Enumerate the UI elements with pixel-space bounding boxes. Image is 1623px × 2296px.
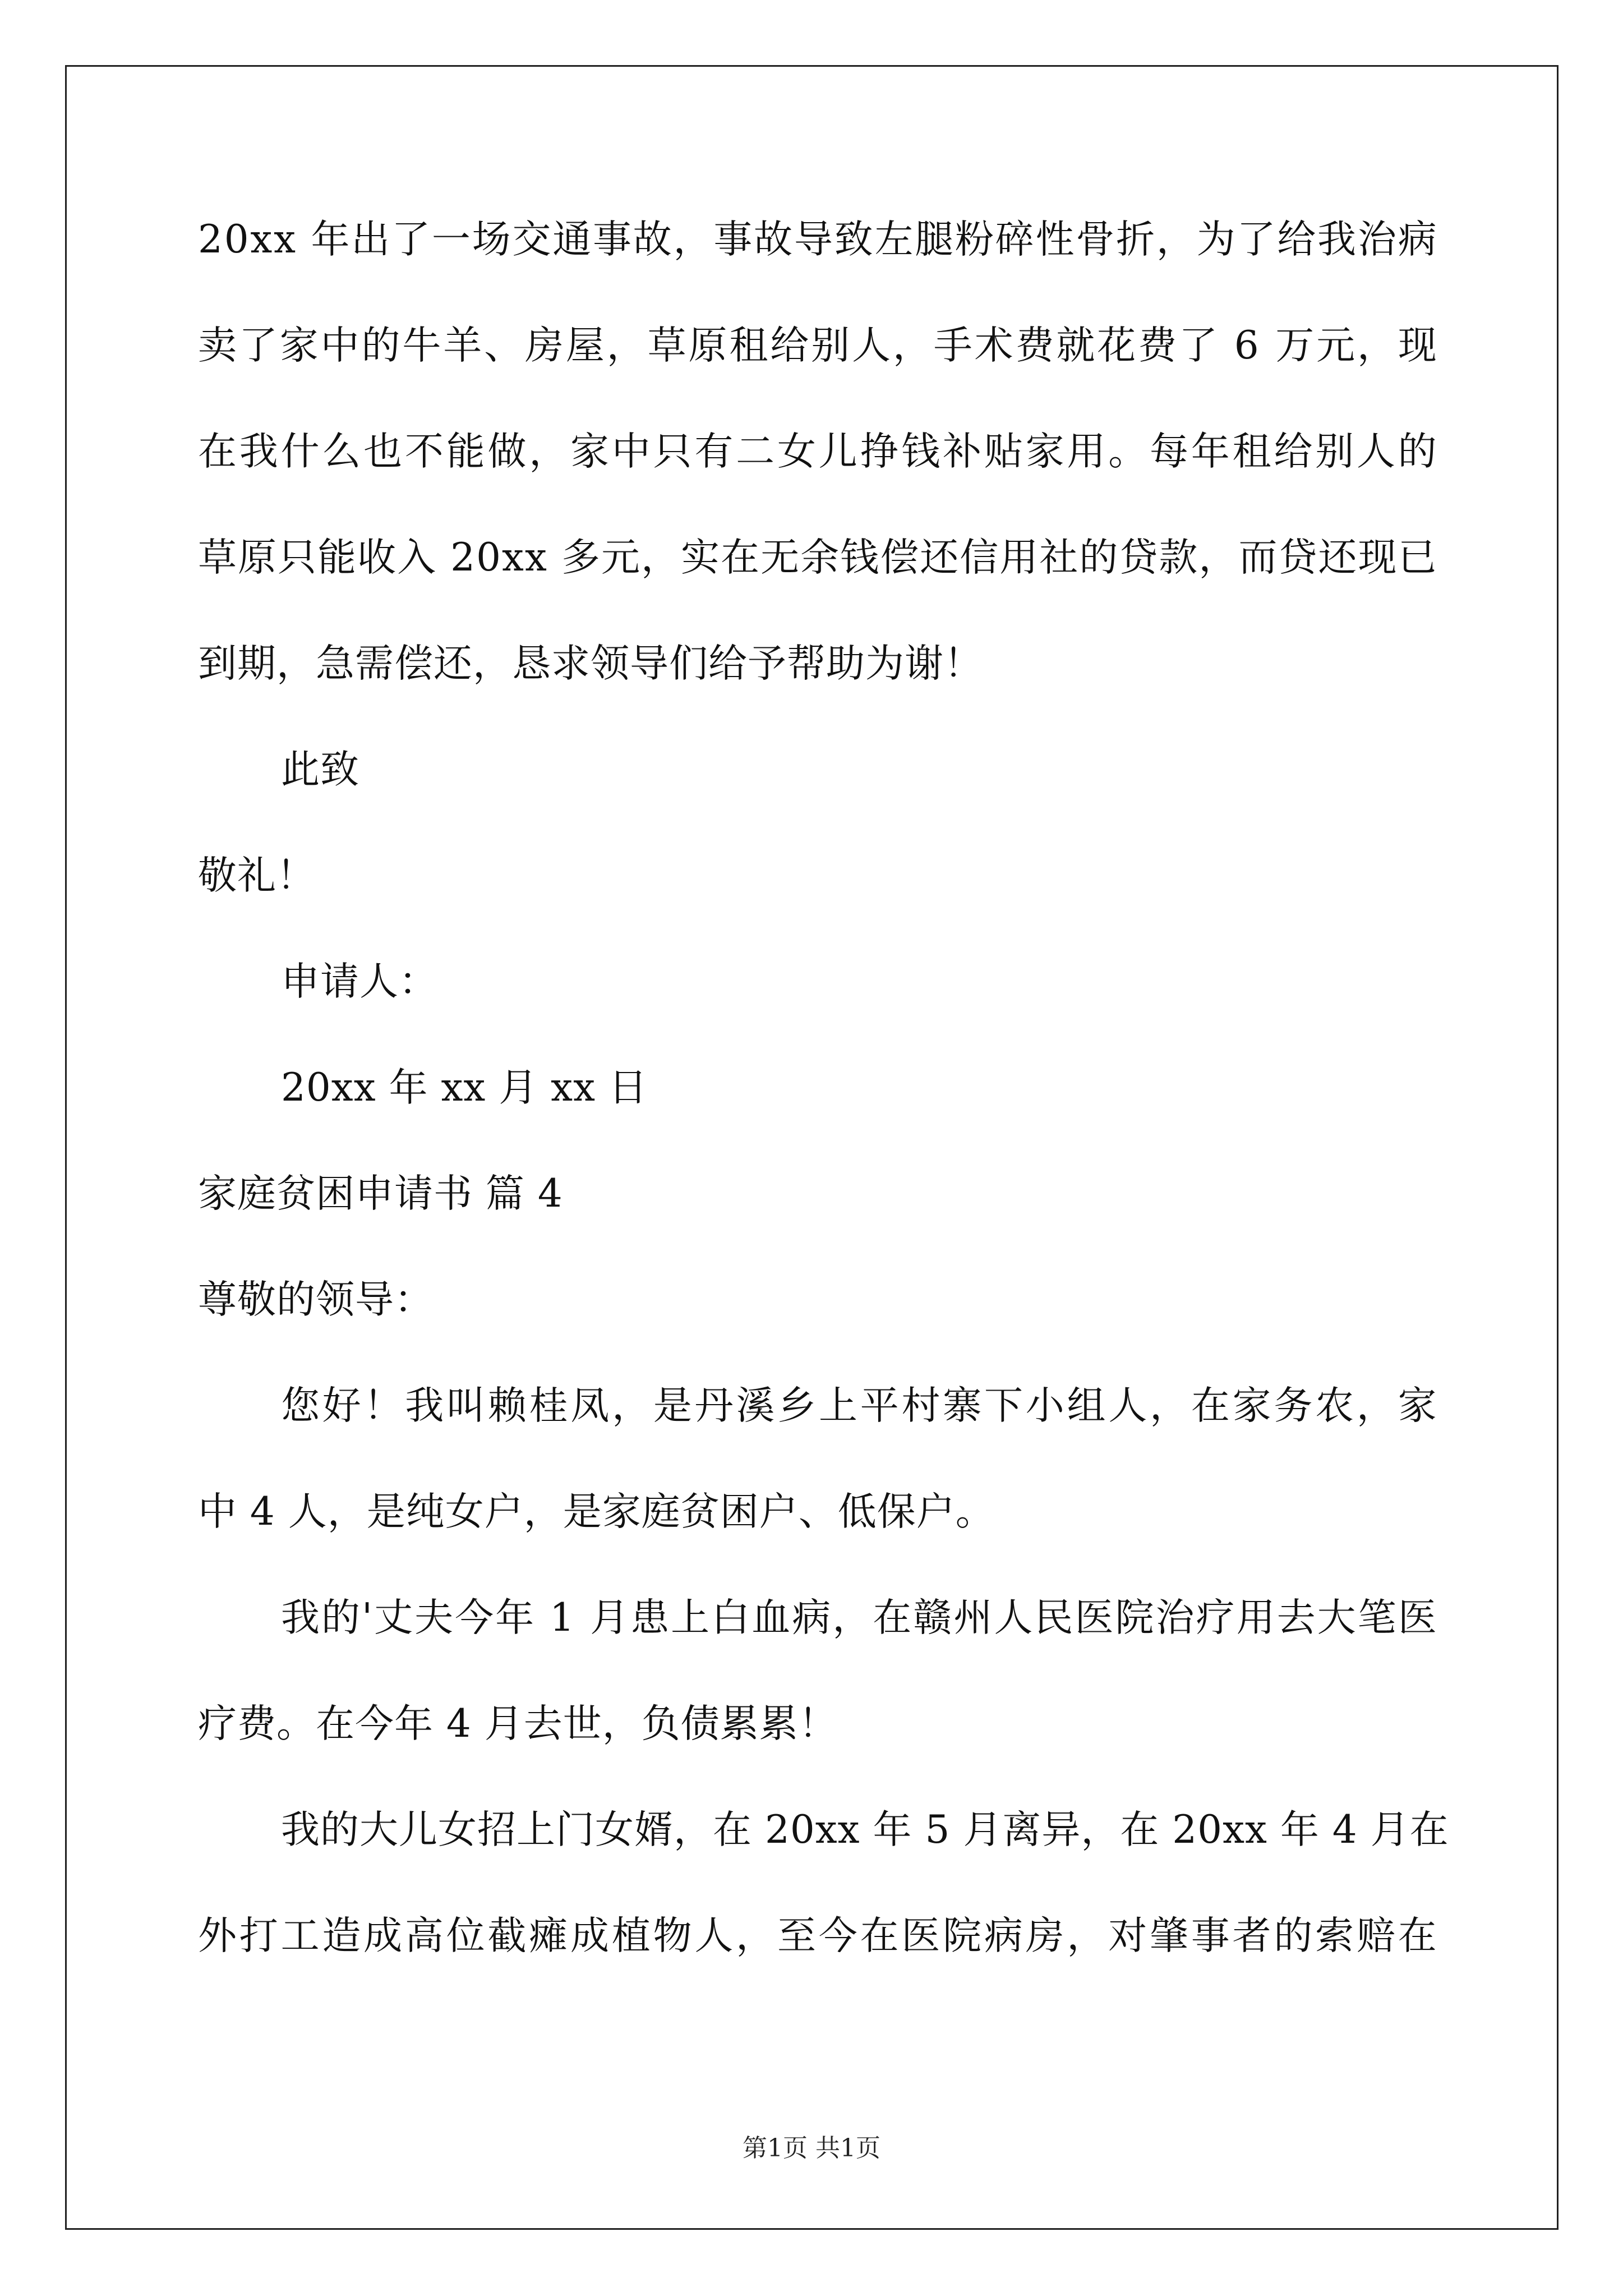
- paragraph-line: 2 0 x x 年 出 了 一 场 交 通 事 故 ， 事 故 导 致 左 腿 粉 碎 性 骨 折 ， 为 了 给 我 治 病: [198, 217, 1437, 262]
- closing-regards: 敬礼！: [198, 853, 316, 898]
- paragraph-line: 草 原 只 能 收 入 2 0 x x 多 元 ， 实 在 无 余 钱 偿 还 信 用 社 的 贷 款 ， 而 贷 还 现 已: [198, 535, 1437, 580]
- paragraph-line: 我 的 ' 丈 夫 今 年 1 月 患 上 白 血 病 ， 在 赣 州 人 民 医 院 治 疗 用 去 大 笔 医: [281, 1595, 1437, 1640]
- paragraph-line: 疗费。在今年 4 月去世，负债累累！: [198, 1701, 838, 1746]
- paragraph-line: 中 4 人，是纯女户，是家庭贫困户、低保户。: [198, 1489, 995, 1534]
- paragraph-line: 您 好 ！ 我 叫 赖 桂 凤 ， 是 丹 溪 乡 上 平 村 寨 下 小 组 人 ， 在 家 务 农 ， 家: [281, 1383, 1437, 1428]
- paragraph-line: 我 的 大 儿 女 招 上 门 女 婿 ， 在 2 0 x x 年 5 月 离 异 ， 在 2 0 x x 年 4 月 在: [281, 1807, 1449, 1852]
- applicant-label: 申请人：: [281, 959, 438, 1004]
- closing-salutation: 此致: [281, 747, 359, 792]
- section-heading: 家庭贫困申请书 篇 4: [198, 1171, 563, 1216]
- date-line: 20xx 年 xx 月 xx 日: [281, 1065, 648, 1110]
- paragraph-line: 在 我 什 么 也 不 能 做 ， 家 中 只 有 二 女 儿 挣 钱 补 贴 家 用 。 每 年 租 给 别 人 的: [198, 429, 1437, 474]
- document-body: [198, 213, 1449, 2016]
- paragraph-line: 外 打 工 造 成 高 位 截 瘫 成 植 物 人 ， 至 今 在 医 院 病 房 ， 对 肇 事 者 的 索 赔 在: [198, 1913, 1437, 1958]
- greeting-line: 尊敬的领导：: [198, 1277, 434, 1322]
- page-number-footer: 第1页 共1页: [743, 2134, 880, 2162]
- paragraph-line: 到期，急需偿还，恳求领导们给予帮助为谢！: [198, 641, 983, 686]
- paragraph-line: 卖 了 家 中 的 牛 羊 、 房 屋 ， 草 原 租 给 别 人 ， 手 术 费 就 花 费 了 6 万 元 ， 现: [198, 323, 1437, 368]
